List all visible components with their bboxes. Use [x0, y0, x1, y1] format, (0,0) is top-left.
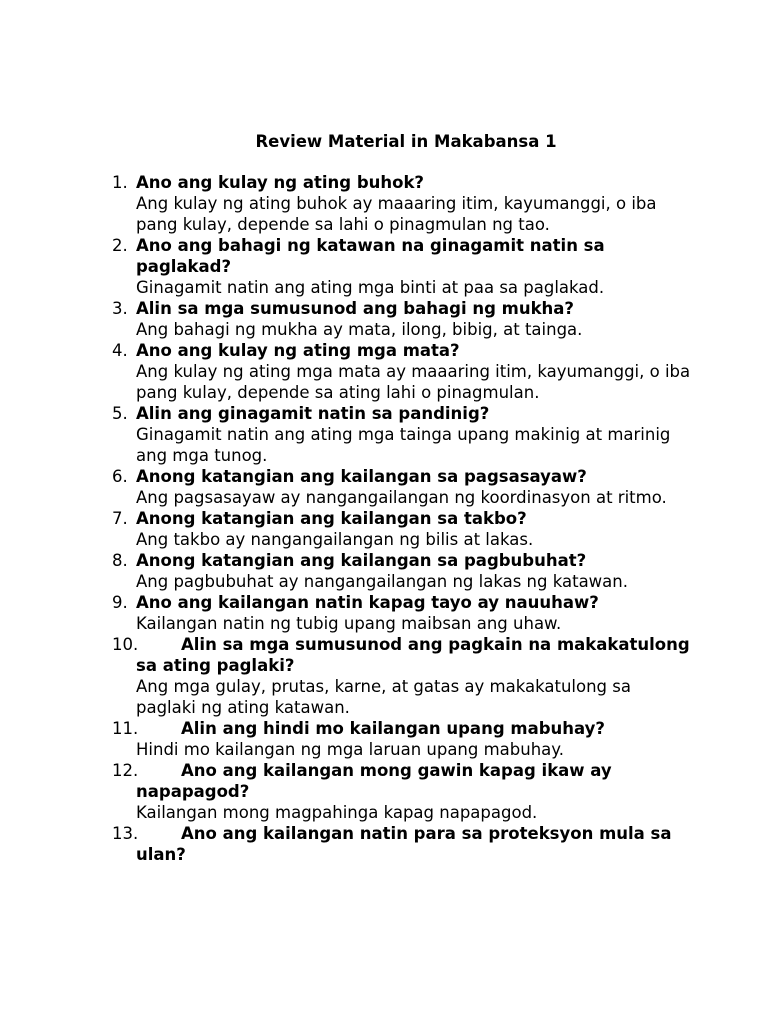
answer-text: Ang mga gulay, prutas, karne, at gatas ay makakatulong sa paglaki ng ating katawan. [136, 677, 631, 717]
question-item-13 [112, 823, 692, 865]
question-item-11 [112, 718, 692, 760]
answer-text: Ginagamit natin ang ating mga tainga upang makinig at marinig ang mga tunog. [136, 425, 671, 465]
answer-text: Ang kulay ng ating buhok ay maaaring itim, kayumanggi, o iba pang kulay, depende sa lahi o pinagmulan ng tao. [136, 194, 657, 234]
question-text: Ano ang kailangan natin kapag tayo ay nauuhaw? [136, 593, 599, 612]
answer-text: Ang pagsasayaw ay nangangailangan ng koordinasyon at ritmo. [136, 488, 667, 507]
answer-text: Ang takbo ay nangangailangan ng bilis at lakas. [136, 530, 534, 549]
question-item-8 [112, 550, 692, 592]
question-number: 7. [112, 509, 128, 528]
question-number: 11. [112, 719, 139, 738]
question-number: 2. [112, 236, 128, 255]
question-number: 6. [112, 467, 128, 486]
answer-text: Kailangan natin ng tubig upang maibsan ang uhaw. [136, 614, 562, 633]
question-item-4 [112, 340, 692, 403]
answer-text: Hindi mo kailangan ng mga laruan upang mabuhay. [136, 740, 564, 759]
answer-text: Ang pagbubuhat ay nangangailangan ng lakas ng katawan. [136, 572, 628, 591]
question-number: 9. [112, 593, 128, 612]
question-item-5 [112, 403, 692, 466]
question-item-2 [112, 235, 692, 298]
question-item-6 [112, 466, 692, 508]
question-item-1 [112, 172, 692, 235]
question-number: 1. [112, 173, 128, 192]
question-text: Ano ang kulay ng ating mga mata? [136, 341, 460, 360]
question-number: 3. [112, 299, 128, 318]
question-item-7 [112, 508, 692, 550]
question-list [112, 172, 692, 865]
question-text: Anong katangian ang kailangan sa pagsasayaw? [136, 467, 587, 486]
question-item-10 [112, 634, 692, 718]
answer-text: Kailangan mong magpahinga kapag napapagod. [136, 803, 538, 822]
question-number: 5. [112, 404, 128, 423]
question-text: Alin ang hindi mo kailangan upang mabuhay? [181, 719, 605, 738]
question-item-3 [112, 298, 692, 340]
document-title: Review Material in Makabansa 1 [255, 132, 557, 151]
question-text: Alin sa mga sumusunod ang pagkain na makakatulong sa ating paglaki? [136, 635, 690, 675]
question-item-9 [112, 592, 692, 634]
question-text: Anong katangian ang kailangan sa takbo? [136, 509, 527, 528]
answer-text: Ang bahagi ng mukha ay mata, ilong, bibig, at tainga. [136, 320, 583, 339]
question-number: 10. [112, 635, 139, 654]
question-number: 4. [112, 341, 128, 360]
question-text: Alin sa mga sumusunod ang bahagi ng mukha? [136, 299, 575, 318]
answer-text: Ang kulay ng ating mga mata ay maaaring itim, kayumanggi, o iba pang kulay, depende sa ating lahi o pinagmulan. [136, 362, 691, 402]
answer-text: Ginagamit natin ang ating mga binti at paa sa paglakad. [136, 278, 605, 297]
question-text: Alin ang ginagamit natin sa pandinig? [136, 404, 490, 423]
question-number: 13. [112, 824, 139, 843]
question-text: Ano ang bahagi ng katawan na ginagamit natin sa paglakad? [136, 236, 605, 276]
question-text: Ano ang kulay ng ating buhok? [136, 173, 425, 192]
question-text: Ano ang kailangan natin para sa proteksyon mula sa ulan? [136, 824, 672, 864]
question-text: Anong katangian ang kailangan sa pagbubuhat? [136, 551, 587, 570]
question-number: 12. [112, 761, 139, 780]
question-text: Ano ang kailangan mong gawin kapag ikaw ay napapagod? [136, 761, 612, 801]
question-item-12 [112, 760, 692, 823]
question-number: 8. [112, 551, 128, 570]
